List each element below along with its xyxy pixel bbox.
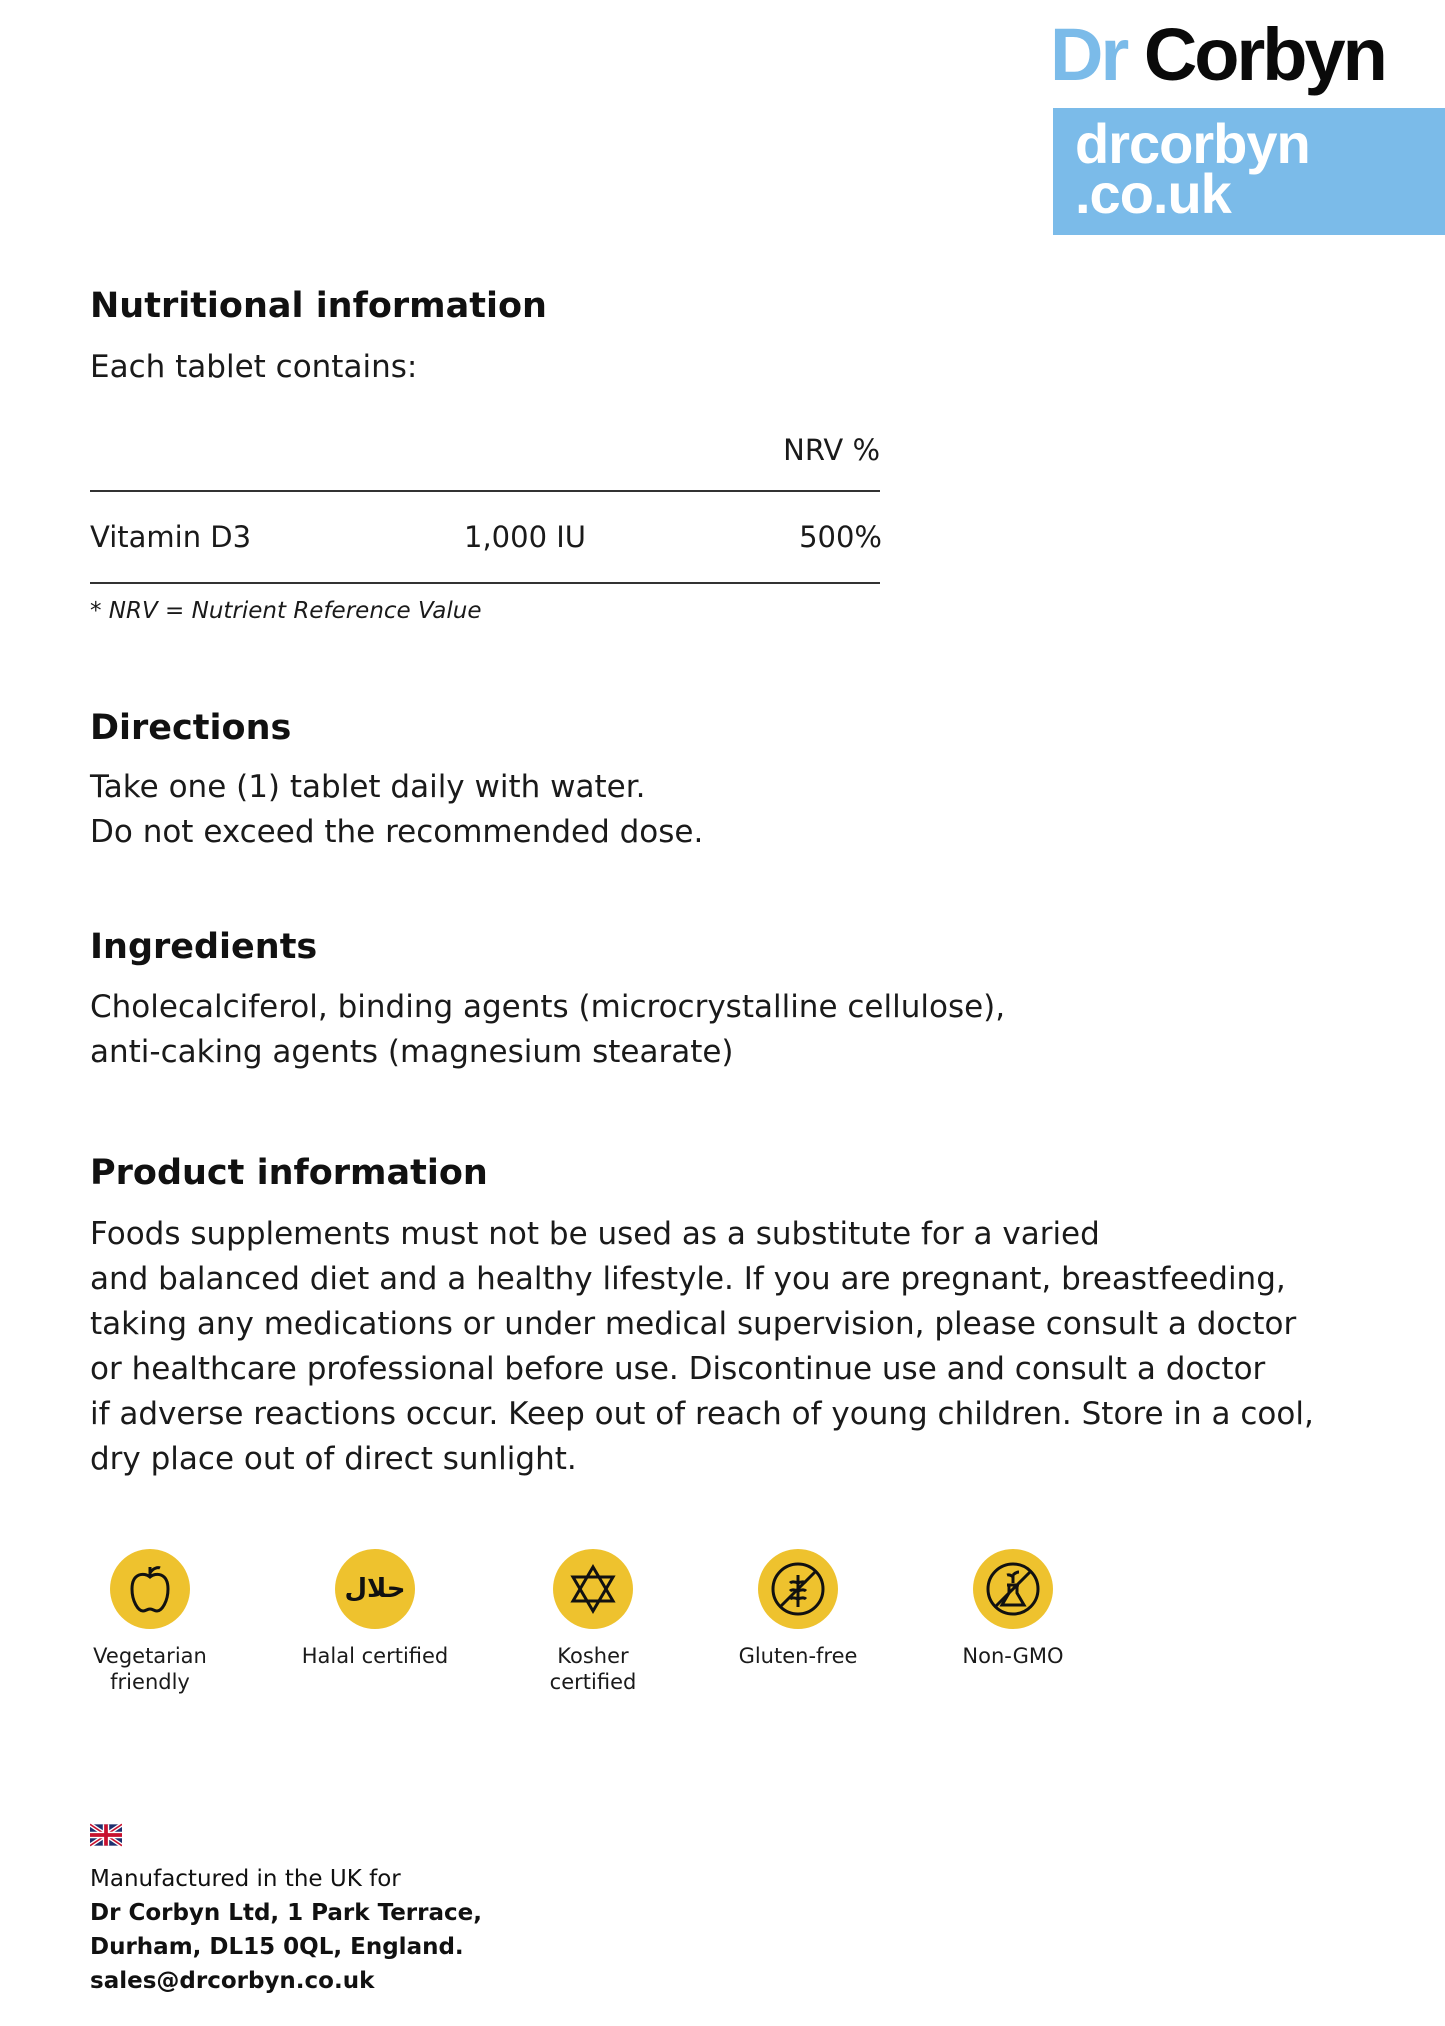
product-info-text [90,1212,1314,1482]
brand-logo [1050,12,1385,97]
no-gmo-icon [973,1549,1053,1629]
text-line: and balanced diet and a healthy lifestyle. If you are pregnant, breastfeeding, [90,1261,1286,1297]
halal-icon [335,1549,415,1629]
text-line: taking any medications or under medical supervision, please consult a doctor [90,1306,1297,1342]
ingredients-text [90,985,1005,1075]
text-line: Cholecalciferol, binding agents (microcrystalline cellulose), [90,989,1006,1025]
manufactured-text: Manufactured in the UK for [90,1866,401,1892]
ingredients-title: Ingredients [90,927,318,967]
manufacturer-address [90,1862,482,1998]
badge-label: Gluten-free [738,1644,858,1668]
badge-gluten-free [718,1549,878,1669]
star-of-david-icon [553,1549,633,1629]
url-line-2: .co.uk [1075,162,1231,225]
badge-non-gmo [933,1549,1093,1669]
logo-dr: Dr [1050,13,1127,96]
badge-label: Vegetarian friendly [93,1644,207,1694]
product-info-title: Product information [90,1153,488,1193]
text-line: dry place out of direct sunlight. [90,1441,577,1477]
badge-halal [295,1549,455,1669]
email-link[interactable]: sales@drcorbyn.co.uk [90,1968,375,1994]
uk-flag-icon [90,1821,122,1849]
nutrient-nrv: 500% [799,520,882,554]
text-line: or healthcare professional before use. Discontinue use and consult a doctor [90,1351,1266,1387]
text-line: Foods supplements must not be used as a substitute for a varied [90,1216,1100,1252]
nutrient-name: Vitamin D3 [90,520,252,554]
text-line: if adverse reactions occur. Keep out of reach of young children. Store in a cool, [90,1396,1314,1432]
website-banner [1053,108,1445,235]
table-divider [90,582,880,584]
address-line: Durham, DL15 0QL, England. [90,1934,464,1960]
address-line: Dr Corbyn Ltd, 1 Park Terrace, [90,1900,482,1926]
badge-kosher [513,1549,673,1695]
directions-text [90,765,703,855]
badge-label: Halal certified [301,1644,449,1668]
badge-vegetarian [70,1549,230,1695]
badge-label: Kosher certified [549,1644,637,1694]
no-wheat-icon [758,1549,838,1629]
nrv-header: NRV % [783,433,880,467]
apple-icon [110,1549,190,1629]
nutrition-title: Nutritional information [90,286,547,326]
text-line: Do not exceed the recommended dose. [90,814,704,850]
nutrition-subtitle: Each tablet contains: [90,349,418,385]
directions-title: Directions [90,708,292,748]
badge-label: Non-GMO [962,1644,1064,1668]
footnote: * NRV = Nutrient Reference Value [90,598,482,624]
table-divider [90,490,880,492]
text-line: anti-caking agents (magnesium stearate) [90,1034,734,1070]
halal-glyph: حلال [344,1574,406,1604]
url-line-1: drcorbyn [1075,112,1310,175]
logo-corbyn: Corbyn [1143,13,1385,96]
nutrient-amount: 1,000 IU [464,520,587,554]
text-line: Take one (1) tablet daily with water. [90,769,646,805]
